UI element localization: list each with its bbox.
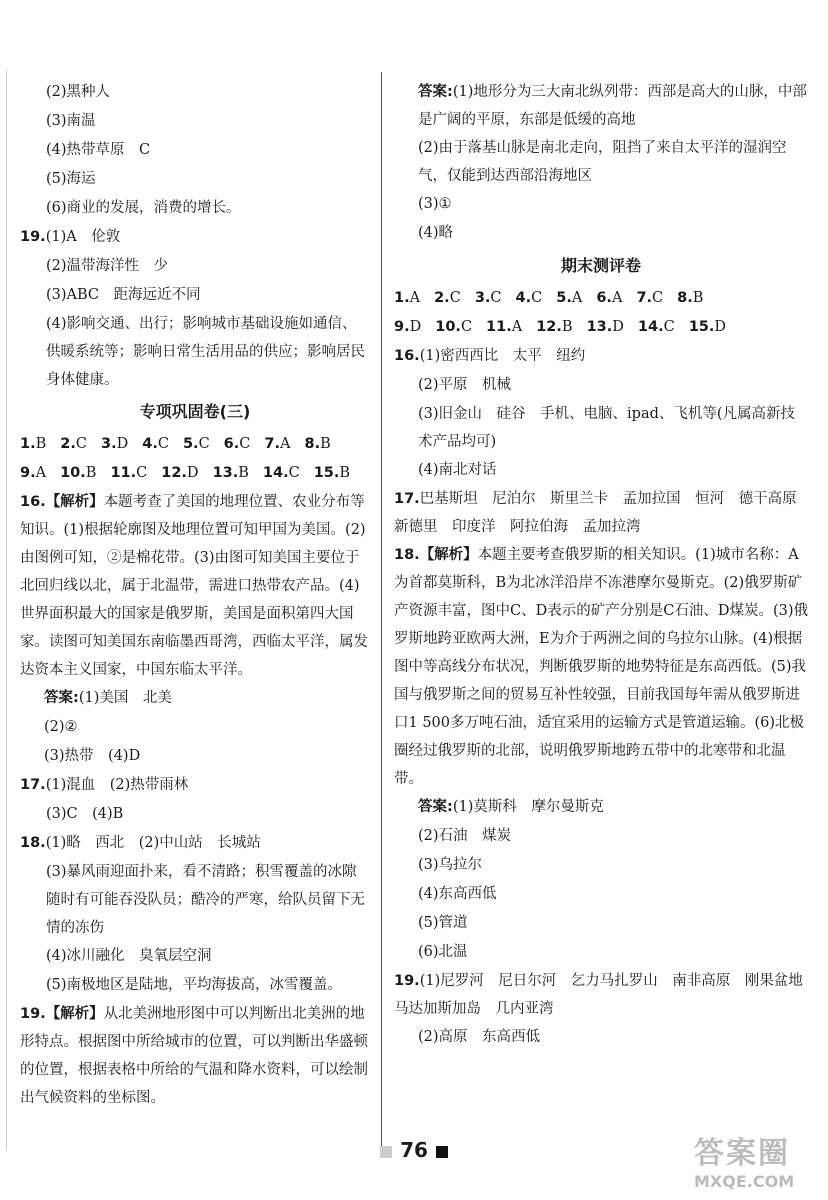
answer-line: (2)石油 煤炭 (418, 828, 512, 844)
choice-answers-row: 1.B 2.C 3.D 4.C 5.C 6.C 7.A 8.B (20, 436, 331, 452)
answer-label: 答案: (418, 799, 453, 815)
answer-line: (2)黑种人 (46, 84, 111, 100)
answer-line: (2)温带海洋性 少 (46, 258, 169, 274)
analysis-text: 从北美洲地形图中可以判断出北美洲的地形特点。根据图中所给城市的位置，可以判断出华盛顿的位置，根据表格中所给的气温和降水资料，可以绘制出气候资料的坐标图。 (20, 1006, 368, 1106)
question-17 (394, 485, 812, 541)
answer-text: (1)混血 (2)热带雨林 (45, 777, 189, 793)
answer-paragraph: (2)由于落基山脉是南北走向，阻挡了来自太平洋的湿润空气，仅能到达西部沿海地区 (418, 140, 787, 184)
choice-answers-row: 9.A 10.B 11.C 12.D 13.B 14.C 15.B (20, 465, 351, 481)
question-19 (20, 223, 370, 252)
page-number: 76 (400, 1138, 428, 1162)
question-18 (20, 829, 370, 858)
answer-line: (2)平原 机械 (418, 377, 512, 393)
answer-line (394, 793, 808, 822)
answer-line: (3)C (4)B (46, 806, 124, 822)
answer-text: 巴基斯坦 尼泊尔 斯里兰卡 孟加拉国 恒河 德干高原 新德里 印度洋 阿拉伯海 孟加拉湾 (394, 491, 812, 535)
choice-answers-row: 9.D 10.C 11.A 12.B 13.D 14.C 15.D (394, 319, 727, 335)
answer-text: (1)密西西比 太平 纽约 (419, 348, 586, 364)
answer-line: (3)① (418, 196, 452, 212)
question-number: 16. (20, 494, 46, 510)
question-number: 16. (394, 348, 420, 364)
question-16 (394, 342, 808, 371)
footer-marker-icon (380, 1146, 392, 1158)
answer-line: (4)南北对话 (418, 462, 497, 478)
answer-paragraph: (3)暴风雨迎面扑来，看不清路；积雪覆盖的冰隙随时有可能吞没队员；酷冷的严寒，给队员留下无情的冻伤 (46, 864, 365, 936)
answer-line: (5)海运 (46, 171, 96, 187)
answer-line: (6)北温 (418, 944, 468, 960)
watermark (694, 1128, 814, 1192)
analysis-tag: 【解析】 (419, 547, 478, 563)
question-18-analysis (394, 541, 808, 793)
watermark-url: MXQE.COM (694, 1172, 795, 1191)
answer-line: (5)南极地区是陆地，平均海拔高，冰雪覆盖。 (46, 977, 343, 993)
question-number: 17. (20, 777, 46, 793)
answer-line: (5)管道 (418, 915, 468, 931)
analysis-tag: 【解析】 (45, 494, 104, 510)
answer-line: (3)热带 (4)D (44, 748, 141, 764)
answer-text: (1)略 西北 (2)中山站 长城站 (45, 835, 261, 851)
answer-paragraph: (3)旧金山 硅谷 手机、电脑、ipad、飞机等(凡属高新技术产品均可) (418, 406, 796, 450)
answer-line: (3)南温 (46, 113, 96, 129)
left-column (20, 78, 370, 1112)
watermark-text: 答案圈 (694, 1136, 790, 1171)
column-divider (381, 72, 382, 1152)
answer-line: (2)② (44, 719, 78, 735)
answer-line: (2)高原 东高西低 (418, 1029, 541, 1045)
footer-square-icon (436, 1146, 448, 1158)
question-number: 19. (20, 1006, 46, 1022)
answer-line: (6)商业的发展，消费的增长。 (46, 200, 241, 216)
question-number: 18. (394, 547, 420, 563)
answer-line: (3)ABC 距海远近不同 (46, 287, 201, 303)
answer-text: (1)A 伦敦 (45, 229, 121, 245)
answer-label: 答案: (44, 690, 79, 706)
question-16-analysis (20, 488, 370, 684)
question-17 (20, 771, 370, 800)
section-title: 专项巩固卷(三) (139, 402, 251, 421)
answer-text: (1)地形分为三大南北纵列带：西部是高大的山脉，中部是广阔的平原，东部是低缓的高地 (418, 84, 807, 128)
answer-line: (4)略 (418, 225, 454, 241)
answer-paragraph (394, 78, 808, 134)
answer-text: (1)尼罗河 尼日尔河 乞力马扎罗山 南非高原 刚果盆地 马达加斯加岛 几内亚湾 (394, 973, 818, 1017)
answer-line: (4)东高西低 (418, 886, 497, 902)
choice-answers-row: 1.A 2.C 3.C 4.C 5.A 6.A 7.C 8.B (394, 290, 704, 306)
answer-text: (1)莫斯科 摩尔曼斯克 (452, 799, 604, 815)
section-title: 期末测评卷 (560, 256, 641, 275)
page-edge (6, 70, 7, 1150)
question-number: 19. (394, 973, 420, 989)
right-column (394, 78, 818, 1052)
question-19-analysis (20, 1000, 370, 1112)
answer-line: (4)热带草原 C (46, 142, 151, 158)
answer-line: (3)乌拉尔 (418, 857, 483, 873)
question-19 (394, 967, 818, 1023)
question-number: 17. (394, 491, 420, 507)
analysis-tag: 【解析】 (45, 1006, 104, 1022)
answer-text: (1)美国 北美 (78, 690, 172, 706)
answer-line: (4)冰川融化 臭氧层空洞 (46, 948, 212, 964)
analysis-text: 本题考查了美国的地理位置、农业分布等知识。(1)根据轮廓图及地理位置可知甲国为美国。(2)由图例可知，②是棉花带。(3)由图可知美国主要位于北回归线以北，属于北温带，需进口热带农产品。(4)世界面积最大的国家是俄罗斯，美国是面积第四大国家。读图可知美国东南临墨西哥湾，西临太平洋，属发达资本主义国家，中国东临太平洋。 (20, 494, 368, 678)
question-number: 18. (20, 835, 46, 851)
answer-paragraph: (4)影响交通、出行；影响城市基础设施如通信、供暖系统等；影响日常生活用品的供应；影响居民身体健康。 (46, 316, 365, 388)
question-number: 19. (20, 229, 46, 245)
answer-line (20, 684, 370, 713)
answer-label: 答案: (418, 84, 453, 100)
analysis-text: 本题主要考查俄罗斯的相关知识。(1)城市名称：A为首都莫斯科，B为北冰洋沿岸不冻港摩尔曼斯克。(2)俄罗斯矿产资源丰富，图中C、D表示的矿产分别是C石油、D煤炭。(3)俄罗斯地跨亚欧两大洲，E为介于两洲之间的乌拉尔山脉。(4)根据图中等高线分布状况，判断俄罗斯的地势特征是东高西低。(5)我国与俄罗斯之间的贸易互补性较强，目前我国每年需从俄罗斯进口1 500多万吨石油，适宜采用的运输方式是管道运输。(6)北极圈经过俄罗斯的北部，说明俄罗斯地跨五带中的北寒带和北温带。 (394, 547, 808, 787)
